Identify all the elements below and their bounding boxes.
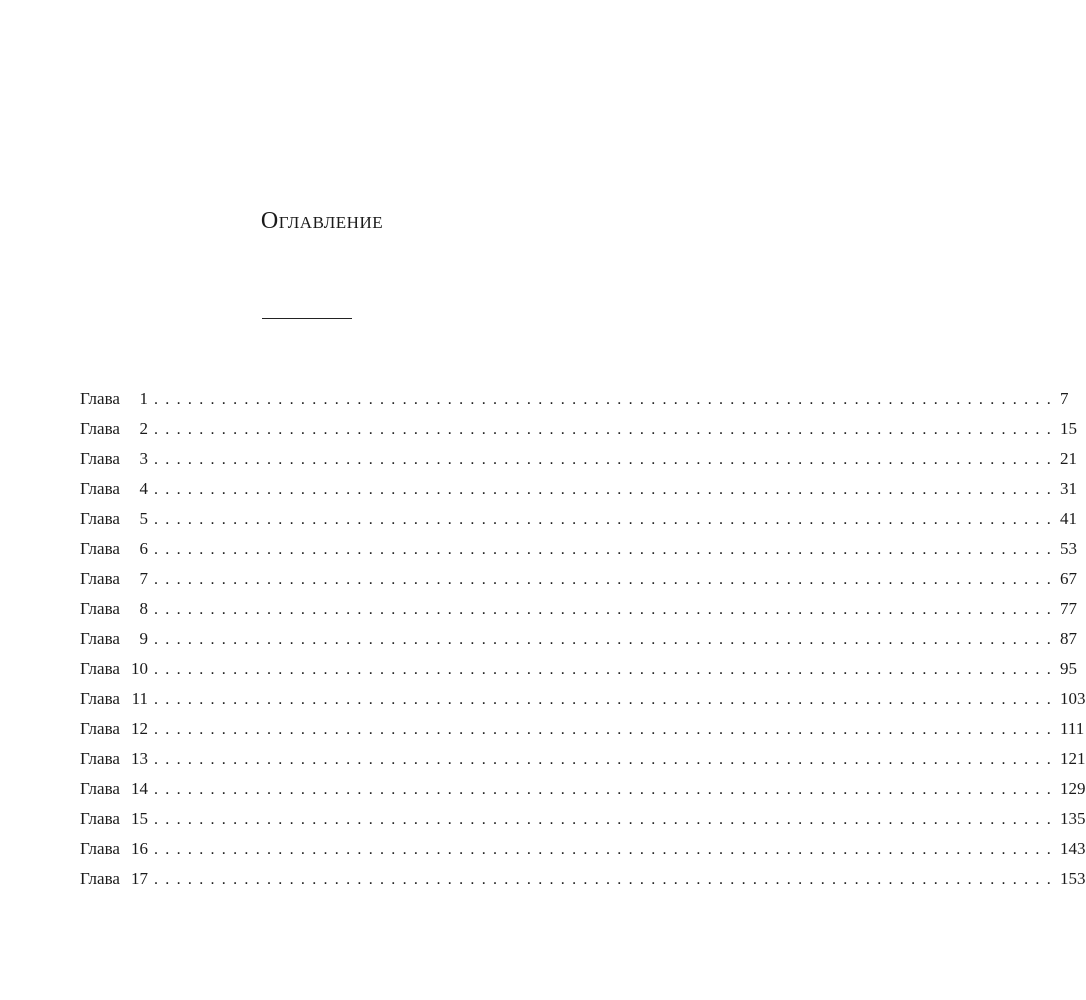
toc-dot-leader: ................................................................................: [154, 391, 1058, 408]
toc-entry: [80, 504, 1077, 534]
toc-entry-label: [80, 474, 154, 504]
toc-entry-label: [80, 624, 154, 654]
toc-dot-leader: ................................................................................: [154, 451, 1058, 468]
toc-dot-leader: ................................................................................: [154, 481, 1058, 498]
toc-entry-label: [80, 654, 154, 684]
toc-entry: [80, 774, 1086, 804]
toc-entry-number: 4: [139, 479, 148, 498]
toc-entry-number: 15: [131, 809, 148, 828]
toc-entry-word: Глава: [80, 569, 120, 588]
toc-dot-leader: ................................................................................: [154, 691, 1058, 708]
toc-entry: [80, 864, 1086, 894]
toc-dot-leader: ................................................................................: [154, 511, 1058, 528]
toc-entry-word: Глава: [80, 809, 120, 828]
toc-entry-word: Глава: [80, 449, 120, 468]
toc-entry: [80, 414, 1077, 444]
page-title: Оглавление: [260, 208, 384, 234]
toc-entry-word: Глава: [80, 479, 120, 498]
toc-entry-label: [80, 684, 154, 714]
toc-entry-number: 11: [131, 689, 148, 708]
toc-dot-leader: ................................................................................: [154, 661, 1058, 678]
toc-entry-word: Глава: [80, 719, 120, 738]
toc-entry-page: 41: [1060, 509, 1077, 528]
toc-dot-leader: ................................................................................: [154, 571, 1058, 588]
toc-entry-word: Глава: [80, 599, 120, 618]
toc-dot-leader: ................................................................................: [154, 601, 1058, 618]
toc-entry-label: [80, 534, 154, 564]
toc-entry-word: Глава: [80, 749, 120, 768]
toc-entry-label: [80, 834, 154, 864]
toc-entry-label: [80, 564, 154, 594]
title-divider: [262, 318, 352, 319]
toc-entry-label: [80, 864, 154, 894]
toc-entry: [80, 564, 1077, 594]
toc-entry: [80, 474, 1077, 504]
toc-entry-page: 67: [1060, 569, 1077, 588]
toc-entry-label: [80, 504, 154, 534]
toc-entry: [80, 834, 1086, 864]
toc-entry-word: Глава: [80, 839, 120, 858]
toc-entry-page: 135: [1060, 809, 1086, 828]
toc-entry-number: 5: [139, 509, 148, 528]
toc-dot-leader: ................................................................................: [154, 781, 1058, 798]
toc-entry-word: Глава: [80, 389, 120, 408]
toc-entry-word: Глава: [80, 509, 120, 528]
toc-entry-page: 95: [1060, 659, 1077, 678]
toc-entry-label: [80, 444, 154, 474]
toc-entry-word: Глава: [80, 419, 120, 438]
toc-entry-page: 31: [1060, 479, 1077, 498]
toc-entry-page: 21: [1060, 449, 1077, 468]
toc-dot-leader: ................................................................................: [154, 811, 1058, 828]
toc-entry: [80, 534, 1077, 564]
toc-dot-leader: ................................................................................: [154, 721, 1058, 738]
toc-entry-label: [80, 804, 154, 834]
toc-entry-page: 103: [1060, 689, 1086, 708]
toc-entry-number: 10: [131, 659, 148, 678]
toc-entry-label: [80, 384, 154, 414]
toc-entry-number: 2: [139, 419, 148, 438]
toc-entry-word: Глава: [80, 659, 120, 678]
toc-dot-leader: ................................................................................: [154, 631, 1058, 648]
toc-entry: [80, 444, 1077, 474]
toc-entry-page: 153: [1060, 869, 1086, 888]
toc-dot-leader: ................................................................................: [154, 541, 1058, 558]
toc-entry-number: 14: [131, 779, 148, 798]
toc-entry-number: 17: [131, 869, 148, 888]
table-of-contents: [80, 384, 1086, 894]
toc-entry-page: 7: [1060, 389, 1069, 408]
toc-entry-page: 87: [1060, 629, 1077, 648]
toc-entry-page: 77: [1060, 599, 1077, 618]
toc-entry-word: Глава: [80, 869, 120, 888]
toc-entry-number: 13: [131, 749, 148, 768]
toc-entry-label: [80, 714, 154, 744]
toc-entry-page: 15: [1060, 419, 1077, 438]
toc-entry-page: 111: [1060, 719, 1085, 738]
toc-entry: [80, 594, 1077, 624]
toc-entry-number: 7: [139, 569, 148, 588]
toc-entry-number: 8: [139, 599, 148, 618]
toc-entry-number: 9: [139, 629, 148, 648]
toc-entry-number: 1: [139, 389, 148, 408]
toc-entry-page: 129: [1060, 779, 1086, 798]
toc-entry-number: 12: [131, 719, 148, 738]
toc-dot-leader: ................................................................................: [154, 751, 1058, 768]
toc-entry-word: Глава: [80, 539, 120, 558]
toc-entry: [80, 714, 1085, 744]
toc-dot-leader: ................................................................................: [154, 871, 1058, 888]
toc-entry-label: [80, 774, 154, 804]
toc-entry: [80, 384, 1069, 414]
toc-entry-page: 121: [1060, 749, 1086, 768]
toc-entry-label: [80, 414, 154, 444]
toc-entry-number: 6: [139, 539, 148, 558]
toc-entry-word: Глава: [80, 779, 120, 798]
toc-entry-word: Глава: [80, 629, 120, 648]
toc-entry-number: 16: [131, 839, 148, 858]
toc-entry-number: 3: [139, 449, 148, 468]
toc-entry-label: [80, 594, 154, 624]
toc-entry-page: 53: [1060, 539, 1077, 558]
toc-dot-leader: ................................................................................: [154, 841, 1058, 858]
toc-entry: [80, 684, 1086, 714]
toc-entry: [80, 654, 1077, 684]
toc-entry: [80, 744, 1086, 774]
toc-entry-page: 143: [1060, 839, 1086, 858]
toc-entry: [80, 804, 1086, 834]
toc-dot-leader: ................................................................................: [154, 421, 1058, 438]
toc-entry-label: [80, 744, 154, 774]
toc-entry-word: Глава: [80, 689, 120, 708]
toc-entry: [80, 624, 1077, 654]
